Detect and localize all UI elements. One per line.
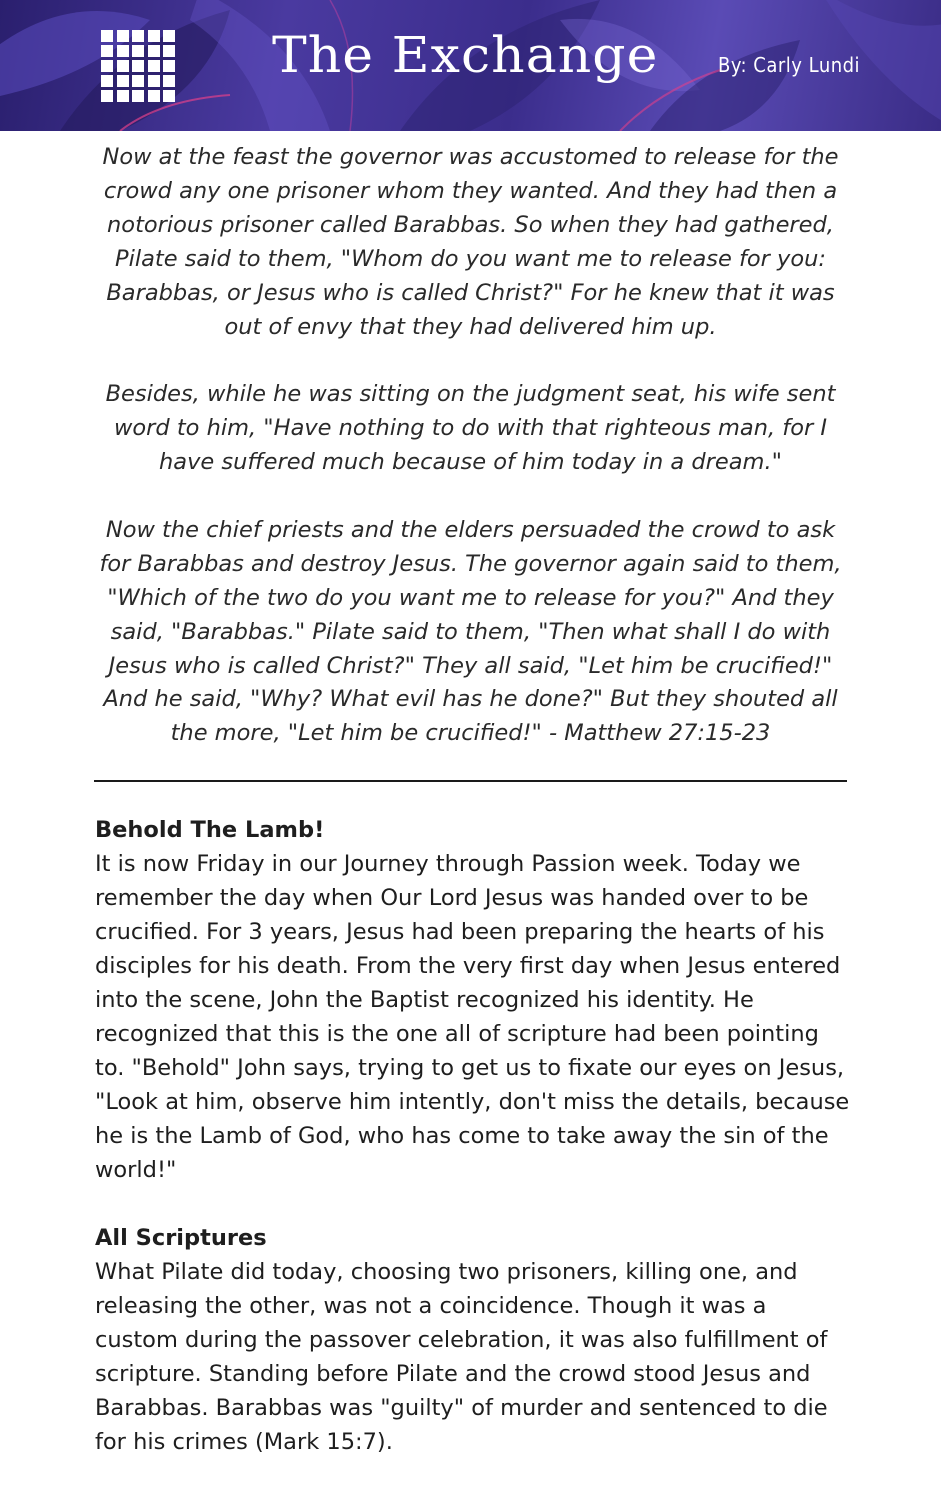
scripture-paragraph: Now the chief priests and the elders persuaded the crowd to ask for Barabbas and destroy Jesus. The governor again said to them, "Which of the two do you want me to release for you?" And they said, "Barabbas." Pilate said to them, "Then what shall I do with Jesus who is called Christ?" They all said, "Let him be crucified!" And he said, "Why? What evil has he done?" But they shouted all the more, "Let him be crucified!" - Matthew 27:15-23 — [99, 516, 842, 747]
section-text: It is now Friday in our Journey through Passion week. Today we remember the day when Our Lord Jesus was handed over to be crucified. For 3 years, Jesus had been preparing the hearts of his disciples for his death. From the very first day when Jesus entered into the scene, John the Baptist recognized his identity. He recognized that this is the one all of scripture had been pointing to. "Behold" John says, trying to get us to fixate our eyes on Jesus, "Look at him, observe him intently, don't miss the details, because he is the Lamb of God, who has come to take away the sin of the world!" — [95, 851, 850, 1183]
page-title: The Exchange — [272, 26, 659, 84]
header-banner — [0, 0, 941, 131]
section-behold-the-lamb — [95, 813, 855, 1187]
scripture-paragraph: Now at the feast the governor was accustomed to release for the crowd any one prisoner whom they wanted. And they had then a notorious prisoner called Barabbas. So when they had gathered, Pilate said to them, "Whom do you want me to release for you: Barabbas, or Jesus who is called Christ?" For he knew that it was out of envy that they had delivered him up. — [102, 144, 839, 340]
section-all-scriptures — [95, 1221, 855, 1459]
grid-logo-icon — [101, 30, 176, 103]
devotional-body — [95, 813, 855, 1493]
scripture-passage — [95, 141, 846, 751]
scripture-paragraph: Besides, while he was sitting on the judgment seat, his wife sent word to him, "Have nothing to do with that righteous man, for I have suffered much because of him today in a dream." — [105, 381, 836, 476]
divider — [94, 780, 847, 782]
section-text: What Pilate did today, choosing two prisoners, killing one, and releasing the other, was not a coincidence. Though it was a custom during the passover celebration, it was also fulfillment of scripture. Standing before Pilate and the crowd stood Jesus and Barabbas. Barabbas was "guilty" of murder and sentenced to die for his crimes (Mark 15:7). — [95, 1259, 828, 1455]
section-heading: Behold The Lamb! — [95, 817, 325, 843]
section-heading: All Scriptures — [95, 1225, 267, 1251]
author-byline: By: Carly Lundi — [718, 53, 861, 77]
